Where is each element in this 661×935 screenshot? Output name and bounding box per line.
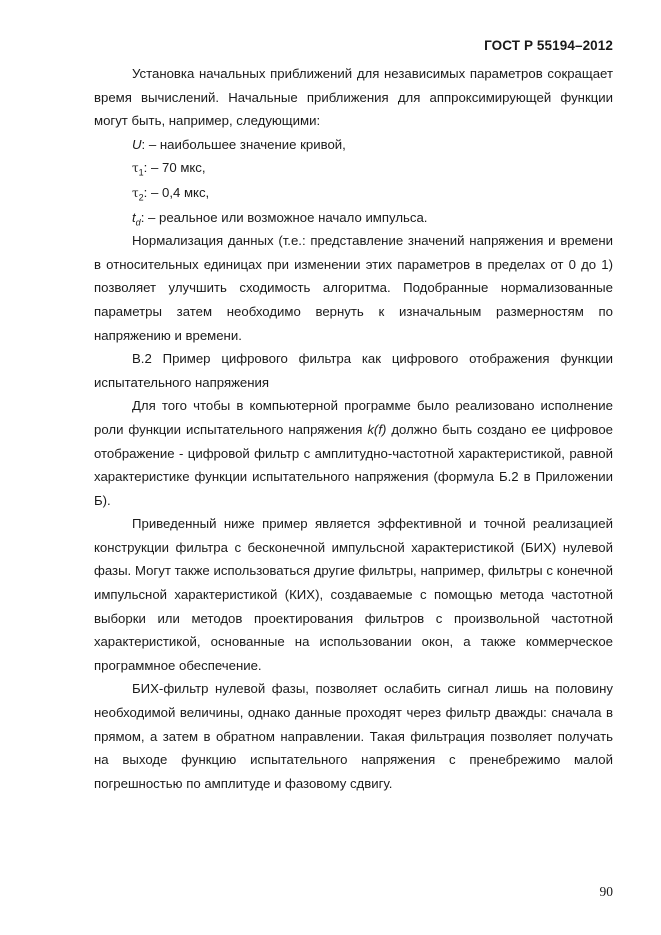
list-item-tau1 xyxy=(94,156,613,181)
list-item-u xyxy=(94,133,613,157)
paragraph-digital-mapping-start: Для того чтобы в компьютерной программе было реализовано исполнение роли функции испытательного напряжения xyxy=(94,398,613,437)
paragraph-digital-mapping-end: должно быть создано ее цифровое отображение - цифровой фильтр с амплитудно-частотной характеристикой, равной характеристике функции испытательного напряжения (формула Б.2 в Приложении Б). xyxy=(94,421,613,508)
symbol-tau2: τ xyxy=(132,185,139,200)
symbol-kf: k(f) xyxy=(367,421,387,437)
list-item-tau2 xyxy=(94,181,613,206)
subscript-2: 2 xyxy=(138,192,144,203)
symbol-t: t xyxy=(132,209,136,225)
paragraph-initial-approximations: Установка начальных приближений для независимых параметров сокращает время вычислений. Начальные приближения для аппроксимирующей функции могут быть, например, следующими: xyxy=(94,66,613,129)
paragraph-zero-phase-filter: БИХ-фильтр нулевой фазы, позволяет ослабить сигнал лишь на половину необходимой величины, однако данные проходят через фильтр дважды: сначала в прямом, а затем в обратном направлении. Такая фильтрация позволяет получать на выходе функцию испытательного напряжения с пренебрежимо малой погрешностью по амплитуде и фазовому сдвигу. xyxy=(94,681,613,791)
page-number: 90 xyxy=(599,884,613,899)
section-heading-v2: В.2 Пример цифрового фильтра как цифрового отображения функции испытательного напряжения xyxy=(94,351,613,390)
symbol-tau1: τ xyxy=(132,161,139,176)
list-item-td xyxy=(94,206,613,230)
subscript-d: d xyxy=(135,217,141,228)
paragraph-digital-mapping xyxy=(94,394,613,512)
list-item-tau1-text: : – 70 мкс, xyxy=(143,160,206,176)
paragraph-iir-filter-example: Приведенный ниже пример является эффективной и точной реализацией конструкции фильтра с бесконечной импульсной характеристикой (БИХ) нулевой фазы. Могут также использоваться другие фильтры, например, фильтры с конечной импульсной характеристикой (КИХ), создаваемые с помощью метода частотной выборки или методов проектирования фильтров с произвольной частотной характеристикой, основанные на использовании окон, а также коммерческое программное обеспечение. xyxy=(94,516,613,673)
document-body xyxy=(94,62,613,795)
list-item-u-text: : – наибольшее значение кривой, xyxy=(141,136,346,152)
paragraph-normalization: Нормализация данных (т.е.: представление значений напряжения и времени в относительных единицах при изменении этих параметров в пределах от 0 до 1) позволяет улучшить сходимость алгоритма. Подобранные нормализованные параметры затем необходимо вернуть к изначальным размерностям по напряжению и времени. xyxy=(94,233,613,343)
symbol-u: U xyxy=(132,136,142,152)
standard-header: ГОСТ Р 55194–2012 xyxy=(484,38,613,53)
list-item-tau2-text: : – 0,4 мкс, xyxy=(143,184,210,200)
list-item-td-text: : – реальное или возможное начало импульса. xyxy=(140,209,428,225)
subscript-1: 1 xyxy=(138,168,144,179)
